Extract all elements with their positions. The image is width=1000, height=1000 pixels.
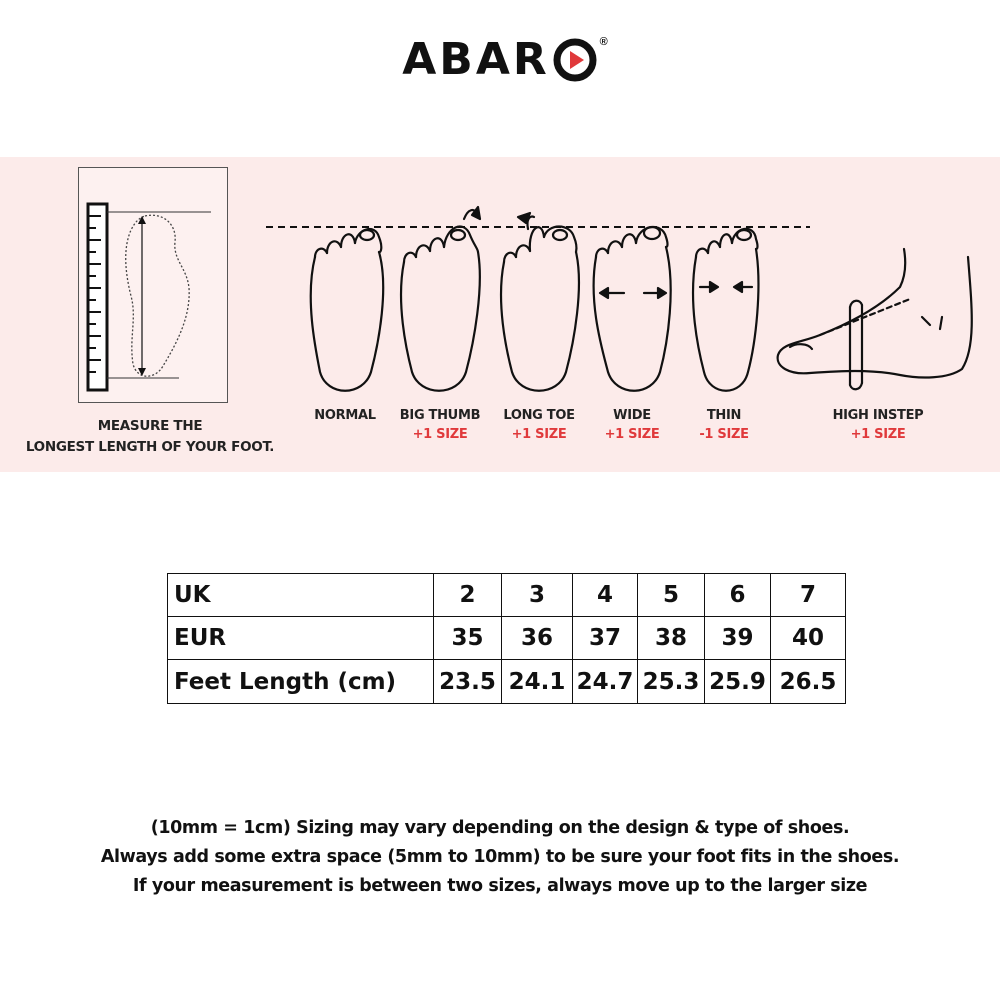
play-circle-icon: [552, 37, 598, 83]
sizing-notes: [0, 814, 1000, 901]
foot-type-name: THIN: [706, 408, 742, 423]
table-cell: 2: [434, 574, 502, 617]
size-adjustment: -1 SIZE: [699, 427, 749, 442]
table-cell: 4: [573, 574, 638, 617]
wide-foot-icon: [594, 227, 671, 391]
foot-type-wide: [598, 408, 666, 442]
table-row: [168, 617, 846, 660]
table-cell: 25.3: [638, 660, 705, 704]
measure-instruction-line1: MEASURE THE: [97, 418, 203, 434]
table-cell: 7: [771, 574, 846, 617]
high-instep-foot-icon: [778, 249, 972, 389]
foot-type-name: WIDE: [613, 408, 651, 423]
foot-type-long-toe: [496, 408, 582, 442]
foot-type-name: LONG TOE: [503, 408, 575, 423]
brand-logo: [0, 34, 1000, 86]
registered-mark: ®: [599, 36, 608, 48]
table-cell: 40: [771, 617, 846, 660]
note-line: Always add some extra space (5mm to 10mm) to be sure your foot fits in the shoes.: [100, 847, 900, 867]
table-cell: 35: [434, 617, 502, 660]
foot-type-name: BIG THUMB: [399, 408, 481, 423]
size-adjustment: +1 SIZE: [850, 427, 906, 442]
foot-type-name: NORMAL: [314, 408, 376, 423]
table-cell: 37: [573, 617, 638, 660]
note-line: (10mm = 1cm) Sizing may vary depending on the design & type of shoes.: [150, 818, 850, 838]
table-cell: 24.1: [502, 660, 573, 704]
foot-type-name: HIGH INSTEP: [832, 408, 924, 423]
table-cell: 23.5: [434, 660, 502, 704]
table-cell: 3: [502, 574, 573, 617]
foot-type-normal: [308, 408, 382, 423]
size-adjustment: +1 SIZE: [511, 427, 567, 442]
thin-foot-icon: [693, 229, 758, 391]
foot-type-high-instep: [822, 408, 934, 442]
normal-foot-icon: [311, 229, 383, 391]
table-cell: 6: [705, 574, 771, 617]
foot-type-thin: [692, 408, 756, 442]
table-cell: 38: [638, 617, 705, 660]
row-header: UK: [168, 574, 434, 617]
table-cell: 26.5: [771, 660, 846, 704]
table-cell: 36: [502, 617, 573, 660]
table-cell: 24.7: [573, 660, 638, 704]
foot-type-big-thumb: [394, 408, 486, 442]
long-toe-foot-icon: [501, 213, 579, 391]
table-cell: 5: [638, 574, 705, 617]
row-header: Feet Length (cm): [168, 660, 434, 704]
table-row: [168, 660, 846, 704]
foot-measure-guide: [0, 157, 1000, 472]
measure-instruction-line2: LONGEST LENGTH OF YOUR FOOT.: [25, 439, 275, 455]
size-chart-table: [167, 573, 846, 704]
big-thumb-foot-icon: [401, 207, 480, 391]
size-adjustment: +1 SIZE: [604, 427, 660, 442]
table-cell: 25.9: [705, 660, 771, 704]
row-header: EUR: [168, 617, 434, 660]
note-line: If your measurement is between two sizes, always move up to the larger size: [132, 876, 868, 896]
table-row: [168, 574, 846, 617]
brand-name: ABAR: [402, 34, 550, 85]
table-cell: 39: [705, 617, 771, 660]
size-adjustment: +1 SIZE: [412, 427, 468, 442]
